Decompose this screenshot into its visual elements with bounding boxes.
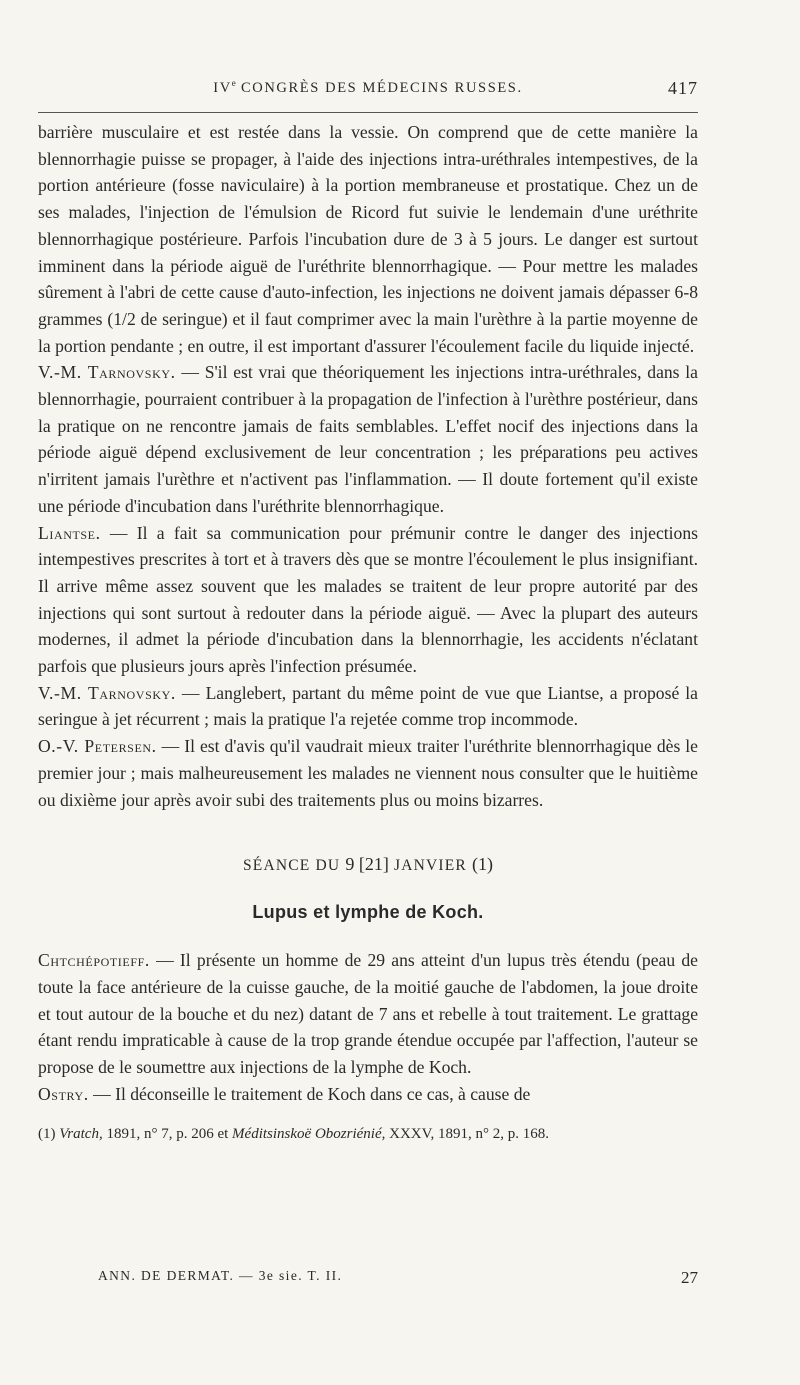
signature-mark: 27 [681,1268,698,1287]
session-heading: SÉANCE DU 9 [21] JANVIER (1) [242,854,494,875]
speaker-name: Ostry. [38,1083,89,1104]
page-header [38,78,698,113]
speaker-name: V.-M. Tarnovsky. [38,682,176,703]
paragraph: V.-M. Tarnovsky. — Langlebert, partant du même point de vue que Liantse, a proposé la seringue à jet récurrent ; mais la pratique l'a rejetée comme trop incommode. [38,682,698,730]
running-head: IVe CONGRÈS DES MÉDECINS RUSSES. [213,78,523,96]
speaker-name: V.-M. Tarnovsky. [38,362,176,383]
speaker-name: Liantse. [38,522,101,543]
footnote: (1) Vratch, 1891, n° 7, p. 206 et Méditsinskoë Obozriénié, XXXV, 1891, n° 2, p. 168. [38,1125,550,1142]
body-text-2 [38,947,698,1107]
speaker-name: Chtchépotieff. [38,950,150,971]
page-footer [98,1268,698,1288]
paragraph: Liantse. — Il a fait sa communication pour prémunir contre le danger des injections intempestives prescrites à tort et à travers dès que se montre l'écoulement le plus insignifiant. Il arrive même assez souvent que les malades se traitent de leur propre autorité par des injections qui sont surtout à redouter dans la période aiguë. — Avec la plupart des auteurs modernes, il admet la période d'incubation dans la blennorrhagie, les accidents n'éclatant parfois que plusieurs jours après l'infection présumée. [38,522,698,677]
paragraph: Chtchépotieff. — Il présente un homme de 29 ans atteint d'un lupus très étendu (peau de toute la face antérieure de la cuisse gauche, de la moitié gauche de l'abdomen, la joue droite et tout autour de la bouche et du nez) datant de 7 ans et rebelle à tout traitement. Le grattage étant rendu impraticable à cause de la trop grande étendue occupée par l'affection, l'auteur se propose de le soumettre aux injections de la lymphe de Koch. [38,950,698,1078]
page-number: 417 [668,78,698,98]
paragraph: O.-V. Petersen. — Il est d'avis qu'il vaudrait mieux traiter l'uréthrite blennorrhagique dès le premier jour ; mais malheureusement les malades ne viennent nous consulter que le huitième ou dixième jour après avoir subi des traitements plus ou moins bizarres. [38,736,698,810]
page [38,78,698,1144]
journal-abbreviation: ANN. DE DERMAT. — 3e sie. T. II. [98,1268,343,1283]
speaker-name: O.-V. Petersen. [38,736,157,757]
paragraph: Ostry. — Il déconseille le traitement de Koch dans ce cas, à cause de [38,1083,531,1104]
paragraph: barrière musculaire et est restée dans la vessie. On comprend que de cette manière la blennorrhagie puisse se propager, à l'aide des injections intra-uréthrales intempestives, de la portion antérieure (fosse naviculaire) à la portion membraneuse et prostatique. Chez un de ses malades, l'injection de l'émulsion de Ricord fut suivie le lendemain d'une uréthrite blennorrhagique postérieure. Parfois l'incubation dure de 3 à 5 jours. Le danger est surtout imminent dans la période aiguë de l'uréthrite blennorrhagique. — Pour mettre les malades sûrement à l'abri de cette cause d'auto-infection, les injections ne doivent jamais dépasser 6-8 grammes (1/2 de seringue) et il faut comprimer avec la main l'urèthre à la partie moyenne de la portion pendante ; en outre, il est important d'assurer l'écoulement facile du liquide injecté. [38,122,698,356]
section-title: Lupus et lymphe de Koch. [252,902,484,923]
paragraph: V.-M. Tarnovsky. — S'il est vrai que théoriquement les injections intra-uréthrales, dans la blennorrhagie, pourraient contribuer à la propagation de l'infection à l'urèthre postérieur, dans la pratique on ne rencontre jamais de faits semblables. L'effet nocif des injections dans la période aiguë dépend exclusivement de leur concentration ; les préparations peu actives n'irritent jamais l'urèthre et n'activent pas l'inflammation. — Il doute fortement qu'il existe une période d'incubation dans l'uréthrite blennorrhagique. [38,362,698,516]
body-text [38,119,698,813]
